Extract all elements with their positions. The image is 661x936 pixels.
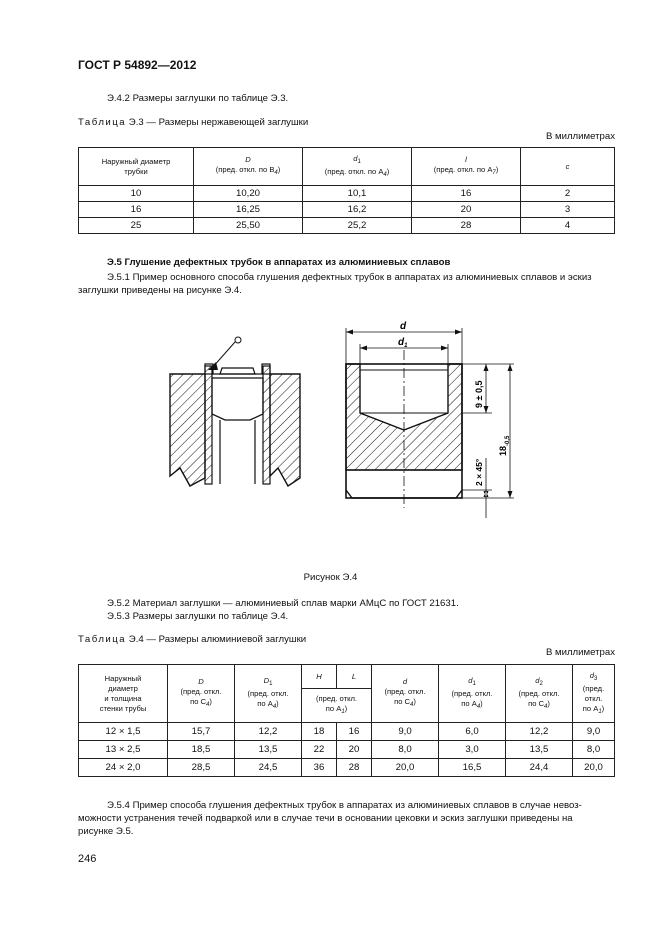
section-e5-2: Э.5.2 Материал заглушки — алюминиевый сплав марки АМцС по ГОСТ 21631. (107, 598, 459, 609)
section-e5-4-line2: можности устранения течей подваркой или в случае течи в основании цековки и эскиз заглушки приведены на (78, 813, 573, 824)
table-cell: 3 (521, 202, 615, 218)
table-cell: 16,25 (194, 202, 303, 218)
table-cell: 20,0 (372, 759, 439, 777)
table-cell: 20,0 (573, 759, 615, 777)
dim-total: $18_{-0,5}$ (498, 435, 511, 456)
table-cell: 22 (302, 741, 337, 759)
table3-caption: Таблица Э.3 — Размеры нержавеющей заглушки (78, 117, 309, 128)
table-cell: 16 (337, 723, 372, 741)
table3-units: В миллиметрах (545, 131, 615, 142)
table4-header-d: d (пред. откл. по $C_4$) (372, 665, 439, 723)
table-cell: 28,5 (168, 759, 235, 777)
table-cell: 10,1 (303, 186, 412, 202)
table4-caption: Таблица Э.4 — Размеры алюминиевой заглушки (78, 634, 307, 645)
table-cell: 13,5 (235, 741, 302, 759)
table-cell: 25,50 (194, 218, 303, 234)
table-cell: 12,2 (235, 723, 302, 741)
table-cell: 20 (412, 202, 521, 218)
table-cell: 13 × 2,5 (79, 741, 168, 759)
table-cell: 24,4 (506, 759, 573, 777)
tube-walls (205, 366, 270, 484)
table-cell: 25 (79, 218, 194, 234)
table3-header-l: l (пред. откл. по $A_7$) (412, 148, 521, 186)
table-row (79, 759, 615, 777)
table4-units: В миллиметрах (545, 647, 615, 658)
table3-header-d1: $d_1$ (пред. откл. по $A_4$) (303, 148, 412, 186)
table-cell: 36 (302, 759, 337, 777)
table-cell: 2 (521, 186, 615, 202)
table4-header-diameter: Наружный диаметр и толщина стенки трубы (79, 665, 168, 723)
table3 (78, 147, 615, 234)
table-cell: 16,5 (439, 759, 506, 777)
table-cell: 16,2 (303, 202, 412, 218)
table-cell: 8,0 (372, 741, 439, 759)
label-d: d (400, 321, 407, 332)
table3-header-D: D (пред. откл. по $B_4$) (194, 148, 303, 186)
table-cell: 13,5 (506, 741, 573, 759)
table-cell: 12,2 (506, 723, 573, 741)
table-cell: 4 (521, 218, 615, 234)
table-cell: 16 (79, 202, 194, 218)
table3-header-outer-diameter: Наружный диаметр трубки (79, 148, 194, 186)
section-e5-3: Э.5.3 Размеры заглушки по таблице Э.4. (107, 611, 289, 622)
table-cell: 20 (337, 741, 372, 759)
table-row (79, 723, 615, 741)
table4-header-d1: $d_1$ (пред. откл. по $A_4$) (439, 665, 506, 723)
document-header: ГОСТ Р 54892—2012 (78, 58, 197, 72)
table4-header-L: L (337, 665, 372, 689)
table-cell: 6,0 (439, 723, 506, 741)
table-row (79, 186, 615, 202)
table4-header-HL-tol: (пред. откл. по $A_1$) (302, 689, 372, 723)
table-cell: 15,7 (168, 723, 235, 741)
table3-header-c: c (521, 148, 615, 186)
table4 (78, 664, 615, 777)
plug-sketch (346, 328, 514, 518)
table-row (79, 218, 615, 234)
table-cell: 9,0 (372, 723, 439, 741)
section-e5-1-line1: Э.5.1 Пример основного способа глушения дефектных трубок в аппаратах из алюминиевых сплавов и эскиз (107, 272, 592, 283)
section-e4-2: Э.4.2 Размеры заглушки по таблице Э.3. (107, 93, 289, 104)
table-row (79, 741, 615, 759)
table-cell: 18,5 (168, 741, 235, 759)
figure-e4-caption: Рисунок Э.4 (303, 572, 358, 583)
table4-header-H: H (302, 665, 337, 689)
label-d1: $d_1$ (398, 337, 408, 349)
section-e5-4-line3: рисунке Э.5. (78, 826, 134, 837)
table-cell: 25,2 (303, 218, 412, 234)
table-cell: 24 × 2,0 (79, 759, 168, 777)
dim-top: 9 ± 0,5 (474, 380, 484, 408)
tube-sheet-section (170, 364, 300, 486)
table-cell: 24,5 (235, 759, 302, 777)
page-number: 246 (78, 853, 97, 865)
table4-header-d3: $d_3$ (пред. откл. по $A_1$) (573, 665, 615, 723)
table-cell: 9,0 (573, 723, 615, 741)
section-e5-1-line2: заглушки приведены на рисунке Э.4. (78, 285, 242, 296)
table-cell: 12 × 1,5 (79, 723, 168, 741)
figure-e4-drawing (160, 318, 530, 568)
table4-header-D: D (пред. откл. по $C_4$) (168, 665, 235, 723)
plug-in-tube (212, 368, 263, 484)
table4-header-d2: $d_2$ (пред. откл. по $C_4$) (506, 665, 573, 723)
table-row (79, 202, 615, 218)
table-cell: 28 (412, 218, 521, 234)
table-cell: 10 (79, 186, 194, 202)
table-cell: 10,20 (194, 186, 303, 202)
dim-chamfer: 2 × 45° (474, 458, 484, 486)
table-cell: 8,0 (573, 741, 615, 759)
table4-header-D1: $D_1$ (пред. откл. по $A_4$) (235, 665, 302, 723)
section-e5-title: Э.5 Глушение дефектных трубок в аппаратах из алюминиевых сплавов (107, 257, 451, 268)
table-cell: 3,0 (439, 741, 506, 759)
table-cell: 16 (412, 186, 521, 202)
section-e5-4-line1: Э.5.4 Пример способа глушения дефектных трубок в аппаратах из алюминиевых сплавов в случае невоз- (107, 800, 582, 811)
table-cell: 18 (302, 723, 337, 741)
table-cell: 28 (337, 759, 372, 777)
